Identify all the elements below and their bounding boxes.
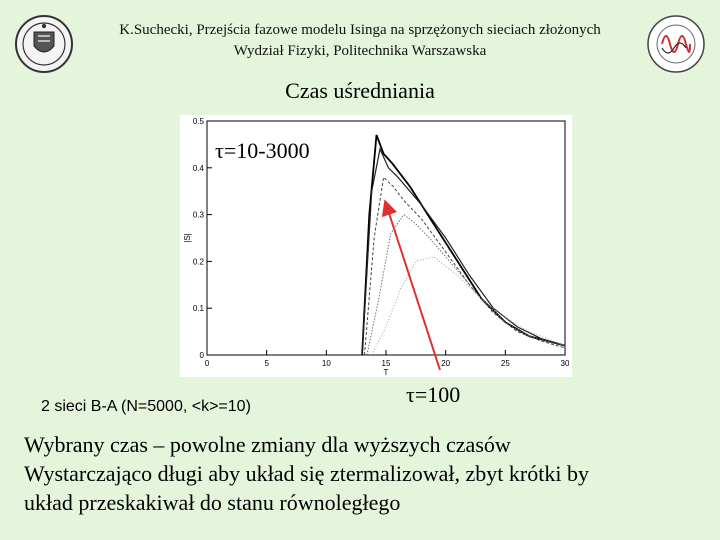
- y-tick-label: 0.5: [192, 117, 204, 126]
- body-line-1: Wybrany czas – powolne zmiany dla wyższych czasów: [24, 432, 511, 457]
- y-tick-label: 0.4: [192, 163, 204, 173]
- series-line: [362, 149, 565, 355]
- university-crest-logo: [14, 14, 74, 74]
- body-line-2: Wystarczająco długi aby układ się ztermalizował, zbyt krótki by: [24, 461, 589, 486]
- tau-arrow-label: τ=100: [406, 382, 461, 407]
- series-line: [372, 257, 565, 355]
- slide-title: Czas uśredniania: [285, 78, 435, 103]
- network-caption: 2 sieci B-A (N=5000, <k>=10): [41, 398, 251, 415]
- x-tick-label: 20: [441, 359, 451, 368]
- y-tick-label: 0: [199, 351, 204, 360]
- x-tick-label: 30: [560, 359, 570, 368]
- body-text: [24, 430, 704, 517]
- x-tick-label: 5: [264, 359, 269, 368]
- y-tick-label: 0.2: [192, 257, 204, 267]
- y-tick-label: 0.3: [192, 210, 204, 220]
- body-line-3: układ przeskakiwał do stanu równoległego: [24, 490, 401, 515]
- tau-range-label: τ=10-3000: [215, 138, 310, 163]
- x-tick-label: 10: [321, 359, 331, 368]
- x-tick-label: 25: [500, 359, 510, 368]
- presentation-header: [90, 20, 630, 62]
- header-author-title: K.Suchecki, Przejścia fazowe modelu Isinga na sprzężonych sieciach złożonych: [119, 22, 601, 38]
- y-tick-label: 0.1: [192, 304, 204, 314]
- y-axis-label: |S|: [183, 233, 192, 243]
- x-tick-label: 0: [204, 359, 210, 368]
- header-institution: Wydział Fizyki, Politechnika Warszawska: [233, 43, 487, 59]
- x-axis-label: T: [383, 368, 389, 377]
- series-line: [362, 135, 565, 355]
- x-tick-label: 15: [381, 359, 391, 368]
- series-line: [365, 177, 566, 355]
- faculty-of-physics-logo: [646, 14, 706, 74]
- tau-100-arrow: [387, 207, 440, 370]
